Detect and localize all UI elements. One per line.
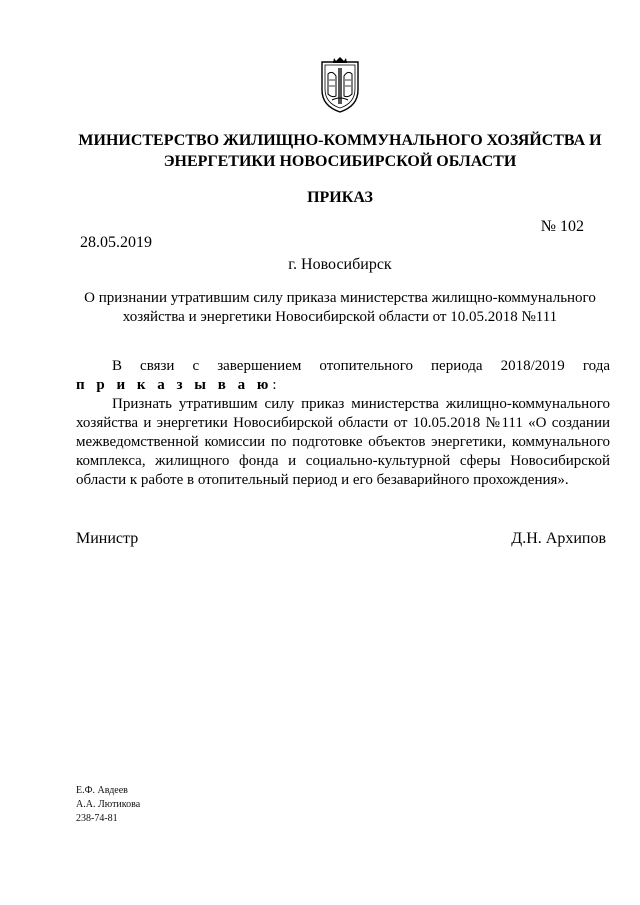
- coat-of-arms-icon: [318, 56, 362, 114]
- order-verb-line: [76, 376, 610, 395]
- executor-phone: 238-74-81: [76, 813, 118, 824]
- order-verb-colon: :: [272, 377, 277, 393]
- order-item: Признать утратившим силу приказ министерства жилищно-коммунального хозяйства и энергетики Новосибирской области от 10.05.2018 №111 «О создании межведомственной комиссии по подготовке объектов энергетики, коммунального комплекса, жилищного фонда и социально-культурной сферы Новосибирской области к работе в отопительный период и его безаварийного прохождения».: [76, 396, 610, 488]
- subject-line-1: О признании утратившим силу приказа министерства жилищно-коммунального: [84, 290, 596, 306]
- executor-2: А.А. Лютикова: [76, 799, 141, 810]
- signatory-name: Д.Н. Архипов: [511, 530, 606, 547]
- order-date: 28.05.2019: [80, 234, 152, 251]
- order-verb: п р и к а з ы в а ю: [76, 377, 273, 393]
- ministry-line-1: МИНИСТЕРСТВО ЖИЛИЩНО-КОММУНАЛЬНОГО ХОЗЯЙСТВА И: [78, 132, 602, 149]
- order-subject: [76, 289, 604, 327]
- document-type: ПРИКАЗ: [307, 189, 373, 206]
- ministry-line-2: ЭНЕРГЕТИКИ НОВОСИБИРСКОЙ ОБЛАСТИ: [163, 153, 517, 170]
- subject-line-2: хозяйства и энергетики Новосибирской области от 10.05.2018 №111: [122, 309, 558, 325]
- order-city: г. Новосибирск: [288, 256, 392, 273]
- order-body: [76, 357, 610, 490]
- order-number: № 102: [540, 218, 584, 235]
- ministry-name: [60, 130, 620, 172]
- signatory-title: Министр: [76, 530, 139, 547]
- preamble: В связи с завершением отопительного периода 2018/2019 года: [112, 358, 610, 374]
- executors-block: [76, 784, 140, 826]
- executor-1: Е.Ф. Авдеев: [76, 785, 128, 796]
